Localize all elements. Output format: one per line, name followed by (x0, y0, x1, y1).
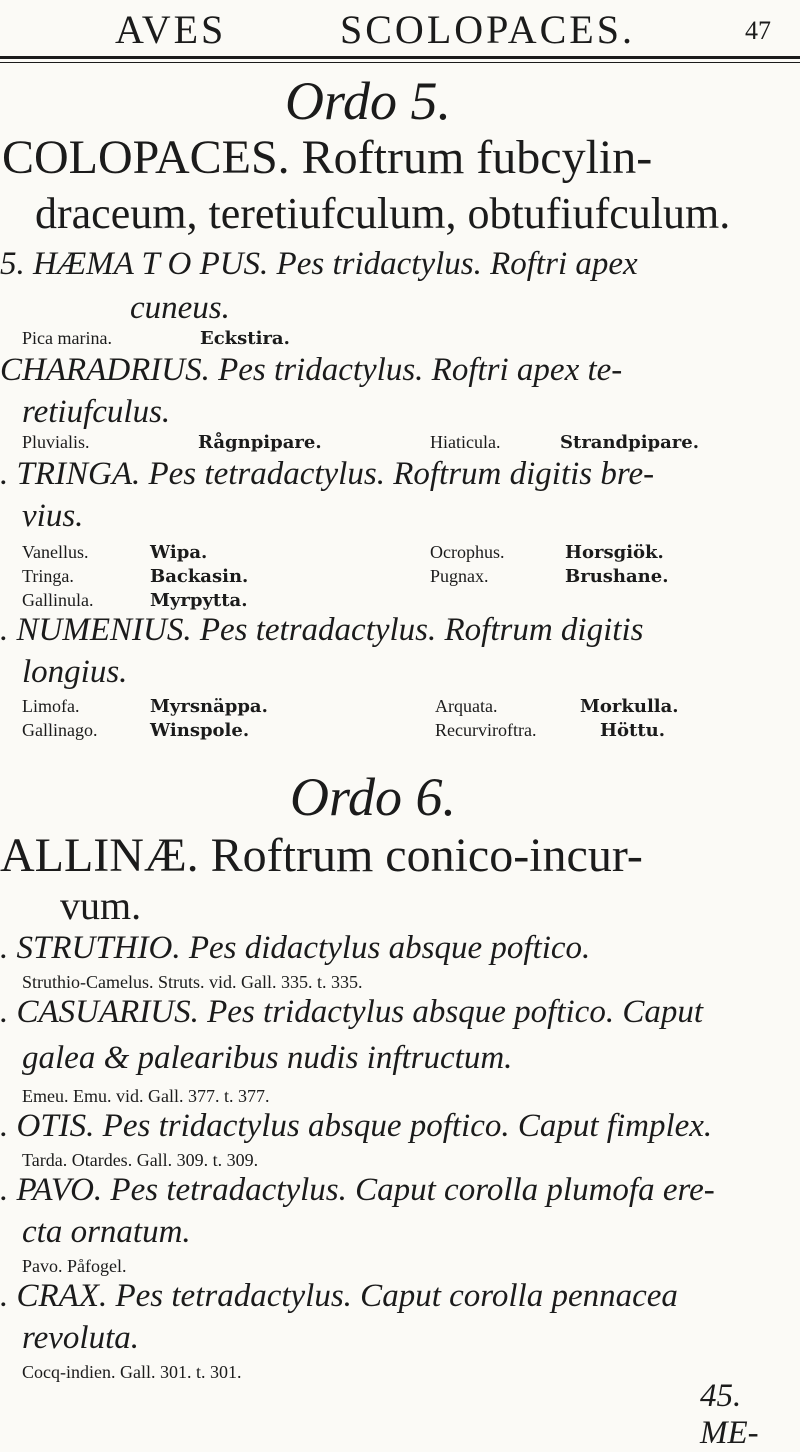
header-rule (0, 56, 800, 59)
catchword: 45. ME- (700, 1378, 759, 1451)
genus-entry: 5. HÆMA T O PUS. Pes tridactylus. Roftri apex (0, 246, 638, 282)
genus-entry: . PAVO. Pes tetradactylus. Caput corolla plumofa ere- (0, 1172, 715, 1208)
species-latin: Pugnax. (430, 566, 489, 586)
species-latin: Tringa. (22, 566, 74, 586)
species-vernacular: Eckstira. (200, 328, 290, 349)
running-head-middle: SCOLOPACES. (340, 7, 635, 52)
genus-entry: . STRUTHIO. Pes didactylus absque poftico. (0, 930, 591, 966)
species-latin: Recurviroftra. (435, 720, 537, 740)
page-number: 47 (745, 16, 771, 45)
species-vernacular: Backasin. (150, 566, 249, 587)
species-vernacular: Horsgiök. (565, 542, 664, 563)
species-vernacular: Morkulla. (580, 696, 679, 717)
order-title: Ordo 6. (290, 767, 457, 827)
genus-entry-cont: cuneus. (130, 290, 230, 326)
running-head-left: AVES (115, 7, 227, 52)
species-reference: Struthio-Camelus. Struts. vid. Gall. 335. t. 335. (22, 972, 363, 992)
species-latin: Ocrophus. (430, 542, 505, 562)
species-vernacular: Strandpipare. (560, 432, 700, 453)
species-latin: Pica marina. (22, 328, 112, 348)
species-reference: Emeu. Emu. vid. Gall. 377. t. 377. (22, 1086, 270, 1106)
order-heading: ALLINÆ. Roftrum conico-incur- (0, 829, 643, 882)
order-heading: COLOPACES. Roftrum fubcylin- (2, 131, 653, 184)
species-latin: Limofa. (22, 696, 80, 716)
genus-entry-cont: revoluta. (22, 1320, 139, 1356)
species-vernacular: Wipa. (150, 542, 208, 563)
genus-entry: CHARADRIUS. Pes tridactylus. Roftri apex te- (0, 352, 623, 388)
order-heading-cont: vum. (60, 883, 142, 928)
genus-entry: . NUMENIUS. Pes tetradactylus. Roftrum digitis (0, 612, 644, 648)
species-vernacular: Myrpytta. (150, 590, 248, 611)
genus-entry: . OTIS. Pes tridactylus absque poftico. Caput fimplex. (0, 1108, 713, 1144)
species-reference: Pavo. Påfogel. (22, 1256, 127, 1276)
header-rule-thin (0, 62, 800, 63)
genus-entry: . CRAX. Pes tetradactylus. Caput corolla pennacea (0, 1278, 678, 1314)
species-vernacular: Winspole. (150, 720, 250, 741)
species-reference: Cocq-indien. Gall. 301. t. 301. (22, 1362, 242, 1382)
species-latin: Gallinula. (22, 590, 94, 610)
order-title: Ordo 5. (285, 71, 452, 131)
species-latin: Vanellus. (22, 542, 89, 562)
genus-entry-cont: galea & palearibus nudis inftructum. (22, 1040, 513, 1076)
genus-entry-cont: retiufculus. (22, 394, 171, 430)
species-reference: Tarda. Otardes. Gall. 309. t. 309. (22, 1150, 259, 1170)
genus-entry: . TRINGA. Pes tetradactylus. Roftrum digitis bre- (0, 456, 655, 492)
order-heading-cont: draceum, teretiufculum, obtufiufculum. (35, 189, 731, 238)
species-vernacular: Brushane. (565, 566, 669, 587)
species-vernacular: Myrsnäppa. (150, 696, 268, 717)
species-latin: Hiaticula. (430, 432, 501, 452)
genus-entry: . CASUARIUS. Pes tridactylus absque poftico. Caput (0, 994, 704, 1030)
species-latin: Pluvialis. (22, 432, 90, 452)
genus-entry-cont: longius. (22, 654, 128, 690)
genus-entry-cont: vius. (22, 498, 84, 534)
species-vernacular: Höttu. (600, 720, 665, 741)
species-latin: Gallinago. (22, 720, 98, 740)
genus-entry-cont: cta ornatum. (22, 1214, 191, 1250)
species-vernacular: Rågnpipare. (198, 432, 322, 453)
species-latin: Arquata. (435, 696, 498, 716)
